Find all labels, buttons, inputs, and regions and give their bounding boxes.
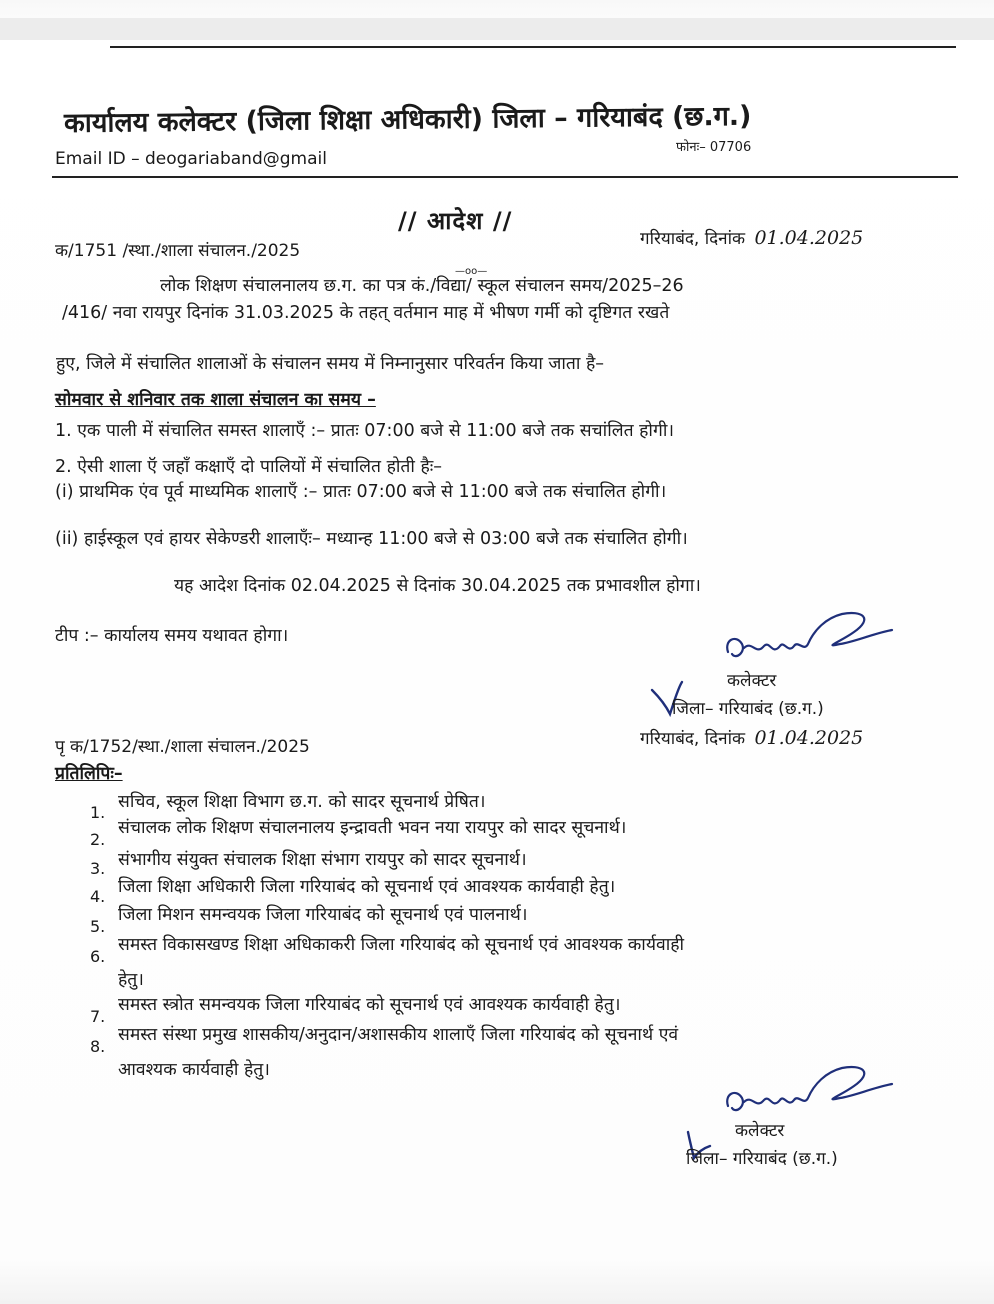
schedule-heading: सोमवार से शनिवार तक शाला संचालन का समय – [55,390,376,410]
schedule-item-2-ii: (ii) हाईस्कूल एवं हायर सेकेण्डरी शालाएँः– मध्यान्ह 11:00 बजे से 03:00 बजे तक संचालित होगी। [55,529,688,549]
copy-item: समस्त संस्था प्रमुख शासकीय/अनुदान/अशासकीय शालाएँ जिला गरियाबंद को सूचनार्थ एवं [118,1025,679,1045]
copy-item: संभागीय संयुक्त संचालक शिक्षा संभाग रायपुर को सादर सूचनार्थ। [118,850,527,870]
endorsement-reference: पृ क/1752/स्था./शाला संचालन./2025 [55,737,310,757]
header-top-rule [110,46,956,48]
separator-mark: —oo— [455,266,488,277]
copy-item: जिला शिक्षा अधिकारी जिला गरियाबंद को सूचनार्थ एवं आवश्यक कार्यवाही हेतु। [118,877,616,897]
schedule-item-1: 1. एक पाली में संचालित समस्त शालाएँ :– प्रातः 07:00 बजे से 11:00 बजे तक सचांलित होगी। [55,421,674,441]
signatory-title: कलेक्टर [727,671,777,691]
copy-number: 8. [90,1037,106,1056]
copy-number: 4. [90,887,106,906]
office-title: कार्यालय कलेक्टर (जिला शिक्षा अधिकारी) जिला – गरियाबंद (छ.ग.) [63,100,752,139]
order-paragraph-line-2: /416/ नवा रायपुर दिनांक 31.03.2025 के तहत् वर्तमान माह में भीषण गर्मी को दृष्टिगत रखते [62,303,670,323]
phone-number: फोनः– 07706 [676,140,752,155]
copy-number: 3. [90,859,106,878]
copy-number: 6. [90,947,106,966]
email-id: Email ID – deogariaband@gmail [55,149,327,169]
signatory-district: जिला– गरियाबंद (छ.ग.) [672,699,824,719]
effective-period: यह आदेश दिनांक 02.04.2025 से दिनांक 30.04.2025 तक प्रभावशील होगा। [174,576,701,596]
copy-item: सचिव, स्कूल शिक्षा विभाग छ.ग. को सादर सूचनार्थ प्रेषित। [118,792,486,812]
copy-item: समस्त विकासखण्ड शिक्षा अधिकाकरी जिला गरियाबंद को सूचनार्थ एवं आवश्यक कार्यवाही [118,935,685,955]
order-reference: क/1751 /स्था./शाला संचालन./2025 [55,241,301,261]
copy-number: 5. [90,917,106,936]
scan-edge [0,18,994,40]
order-paragraph-line-1: लोक शिक्षण संचालनालय छ.ग. का पत्र कं./विद्या/ स्कूल संचालन समय/2025–26 [160,276,684,296]
order-heading: // आदेश // [398,207,513,235]
copy-item-continuation: आवश्यक कार्यवाही हेतु। [118,1060,270,1080]
copies-heading: प्रतिलिपिः– [55,764,123,784]
copy-item-continuation: हेतु। [118,970,144,990]
office-time-note: टीप :– कार्यालय समय यथावत होगा। [55,626,289,646]
schedule-item-2: 2. ऐसी शाला ऍ जहाँ कक्षाएँ दो पालियों में संचालित होती हैः– [55,457,443,477]
order-place-date [640,228,863,250]
copy-number: 2. [90,830,106,849]
copy-number: 1. [90,803,106,822]
copy-number: 7. [90,1007,106,1026]
copy-item: संचालक लोक शिक्षण संचालनालय इन्द्रावती भवन नया रायपुर को सादर सूचनार्थ। [118,818,627,838]
copy-item: जिला मिशन समन्वयक जिला गरियाबंद को सूचनार्थ एवं पालनार्थ। [118,905,528,925]
copy-item: समस्त स्त्रोत समन्वयक जिला गरियाबंद को सूचनार्थ एवं आवश्यक कार्यवाही हेतु। [118,995,621,1015]
handwritten-date: 01.04.2025 [754,727,864,749]
signatory-title: कलेक्टर [735,1121,785,1141]
handwritten-date: 01.04.2025 [754,227,864,249]
header-bottom-rule [52,176,958,178]
place-date-label: गरियाबंद, दिनांक [640,229,746,249]
order-paragraph-line-3: हुए, जिले में संचालित शालाओं के संचालन समय में निम्नानुसार परिवर्तन किया जाता है– [56,354,605,374]
signatory-district: जिला– गरियाबंद (छ.ग.) [686,1149,838,1169]
signature-mark [722,604,902,678]
endorsement-place-date [640,728,863,750]
schedule-item-2-i: (i) प्राथमिक एंव पूर्व माध्यमिक शालाएँ :– प्रातः 07:00 बजे से 11:00 बजे तक संचालित होगी। [55,482,667,502]
place-date-label: गरियाबंद, दिनांक [640,729,746,749]
